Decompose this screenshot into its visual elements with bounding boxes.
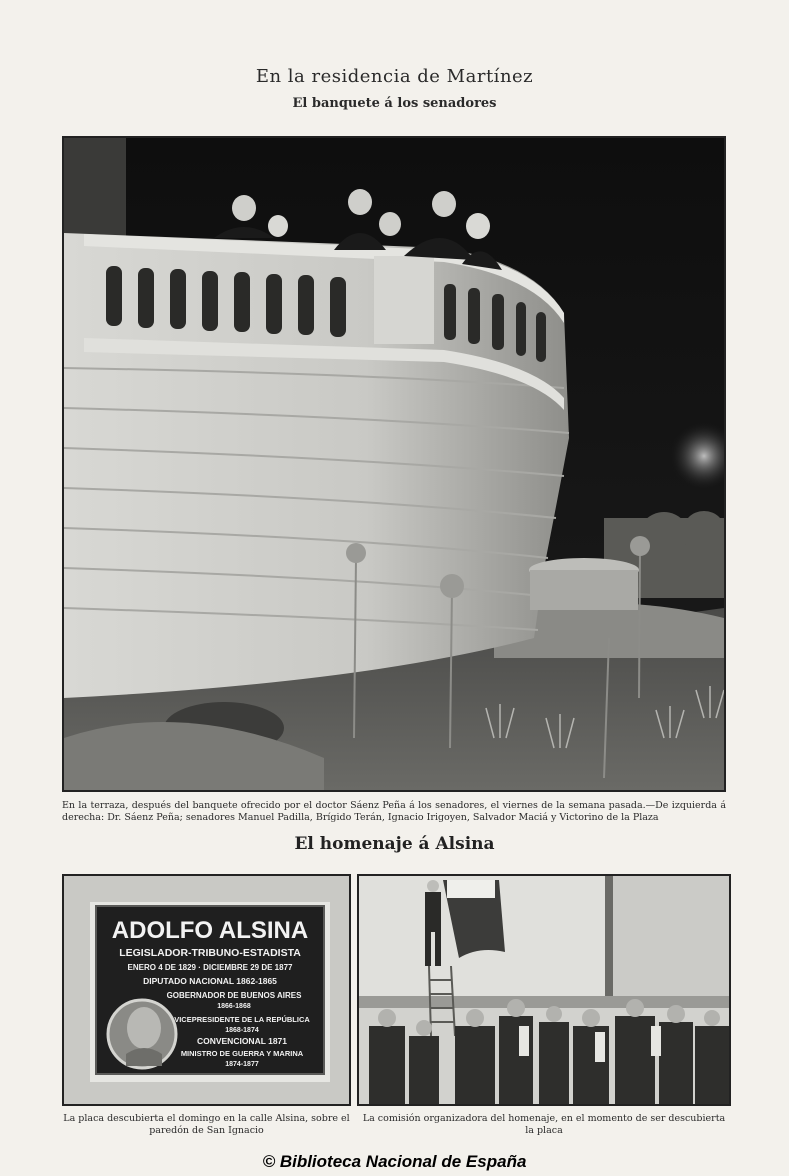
- plaque-roles: LEGISLADOR-TRIBUNO-ESTADISTA: [119, 947, 301, 959]
- plaque-line-3: 1866-1868: [217, 1003, 251, 1010]
- plaque-line-2: GOBERNADOR DE BUENOS AIRES: [166, 991, 302, 1000]
- terrace-photo-image: [64, 138, 724, 790]
- plaque-photo: [62, 874, 351, 1106]
- copyright-credit: © Biblioteca Nacional de España: [262, 1152, 527, 1171]
- plaque-line-1: DIPUTADO NACIONAL 1862-1865: [143, 976, 277, 986]
- page-subtitle: El banquete á los senadores: [292, 96, 497, 111]
- plaque-line-4: VICEPRESIDENTE DE LA REPÚBLICA: [174, 1015, 310, 1024]
- terrace-photo: [62, 136, 726, 792]
- terrace-photo-caption: En la terraza, después del banquete ofrecido por el doctor Sáenz Peña á los senadores, el viernes de la semana pasada.—De izquierda á derecha: Dr. Sáenz Peña; senadores Manuel Padilla, Brígido Terán, Ignacio Irigoyen, Salvador Maciá y Victorino de la Plaza: [62, 800, 726, 823]
- page-title: En la residencia de Martínez: [255, 66, 534, 87]
- ceremony-photo: [357, 874, 731, 1106]
- plaque-dates: ENERO 4 DE 1829 · DICIEMBRE 29 DE 1877: [127, 963, 293, 972]
- plaque-line-5: 1868-1874: [225, 1027, 259, 1034]
- ceremony-photo-image: [359, 876, 729, 1104]
- ceremony-photo-caption: La comisión organizadora del homenaje, en el momento de ser descubierta la placa: [362, 1113, 726, 1136]
- plaque-photo-image: [64, 876, 349, 1104]
- plaque-line-6: CONVENCIONAL 1871: [196, 1036, 288, 1046]
- plaque-line-7: MINISTRO DE GUERRA Y MARINA: [180, 1049, 304, 1058]
- plaque-name: ADOLFO ALSINA: [111, 917, 309, 944]
- section-title: El homenaje á Alsina: [294, 834, 495, 854]
- plaque-line-8: 1874-1877: [225, 1061, 259, 1068]
- plaque-photo-caption: La placa descubierta el domingo en la calle Alsina, sobre el paredón de San Ignacio: [63, 1113, 350, 1136]
